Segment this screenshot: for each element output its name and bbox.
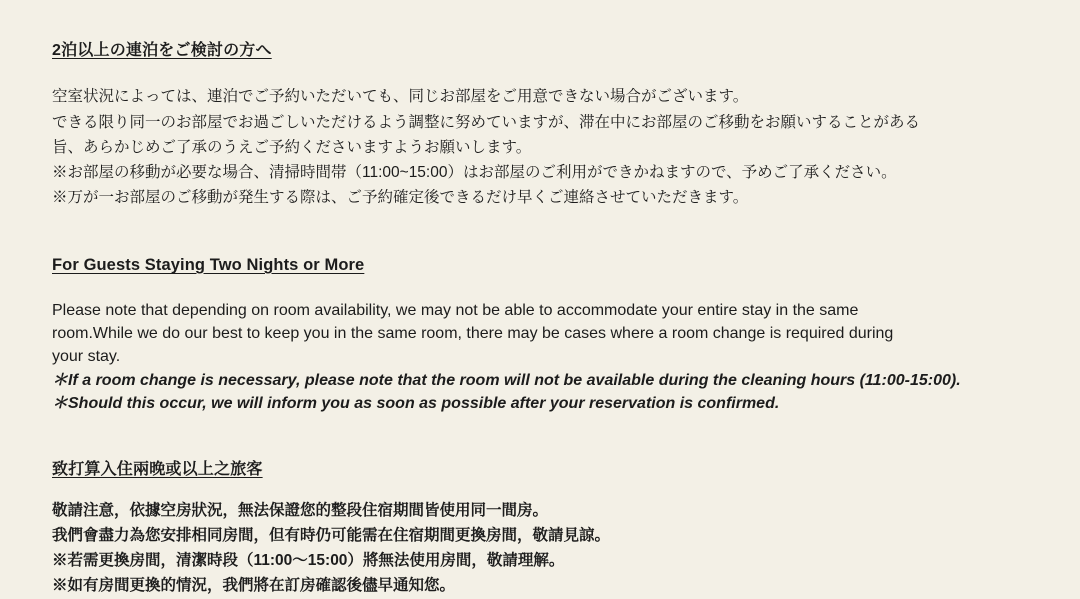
paragraph-line: できる限り同一のお部屋でお過ごしいただけるよう調整に努めていますが、滞在中にお部屋のご移動をお願いすることがある	[52, 113, 921, 131]
paragraph-line: 我們會盡力為您安排相同房間，但有時仍可能需在住宿期間更換房間，敬請見諒。	[52, 527, 611, 545]
paragraph-line-note: ＊If a room change is necessary, please note that the room will not be available during the cleaning hours (11:00-15:00).	[52, 371, 961, 389]
paragraph-line: Please note that depending on room availability, we may not be able to accommodate your entire stay in the same	[52, 302, 859, 320]
paragraph-line: room.While we do our best to keep you in the same room, there may be cases where a room change is required during	[52, 325, 894, 343]
spacer	[52, 283, 1028, 299]
paragraph-line: 空室状況によっては、連泊でご予約いただいても、同じお部屋をご用意できない場合がございます。	[52, 88, 749, 106]
section-japanese	[52, 40, 1028, 210]
section-english	[52, 254, 1028, 415]
paragraph-line: 敬請注意，依據空房狀況，無法保證您的整段住宿期間皆使用同一間房。	[52, 502, 549, 520]
section-chinese	[52, 459, 1028, 599]
paragraph-line: ※お部屋の移動が必要な場合、清掃時間帯（11:00~15:00）はお部屋のご利用ができかねますので、予めご了承ください。	[52, 163, 897, 181]
paragraph-line: your stay.	[52, 348, 121, 366]
paragraph-line: 旨、あらかじめご了承のうえご予約くださいますようお願いします。	[52, 138, 532, 156]
section-body-english	[52, 299, 1028, 415]
section-body-chinese	[52, 499, 1028, 598]
spacer	[52, 68, 1028, 84]
section-body-japanese	[52, 84, 1028, 210]
paragraph-line: ※如有房間更換的情況，我們將在訂房確認後儘早通知您。	[52, 576, 456, 594]
paragraph-line-note: ＊Should this occur, we will inform you as soon as possible after your reservation is confirmed.	[52, 394, 780, 412]
paragraph-line: ※若需更換房間，清潔時段（11:00～15:00）將無法使用房間，敬請理解。	[52, 551, 565, 569]
section-heading-japanese: 2泊以上の連泊をご検討の方へ	[52, 42, 272, 59]
spacer	[52, 487, 1028, 499]
section-heading-chinese: 致打算入住兩晚或以上之旅客	[52, 460, 263, 478]
paragraph-line: ※万が一お部屋のご移動が発生する際は、ご予約確定後できるだけ早くご連絡させていただきます。	[52, 188, 749, 206]
section-heading-english: For Guests Staying Two Nights or More	[52, 255, 365, 274]
